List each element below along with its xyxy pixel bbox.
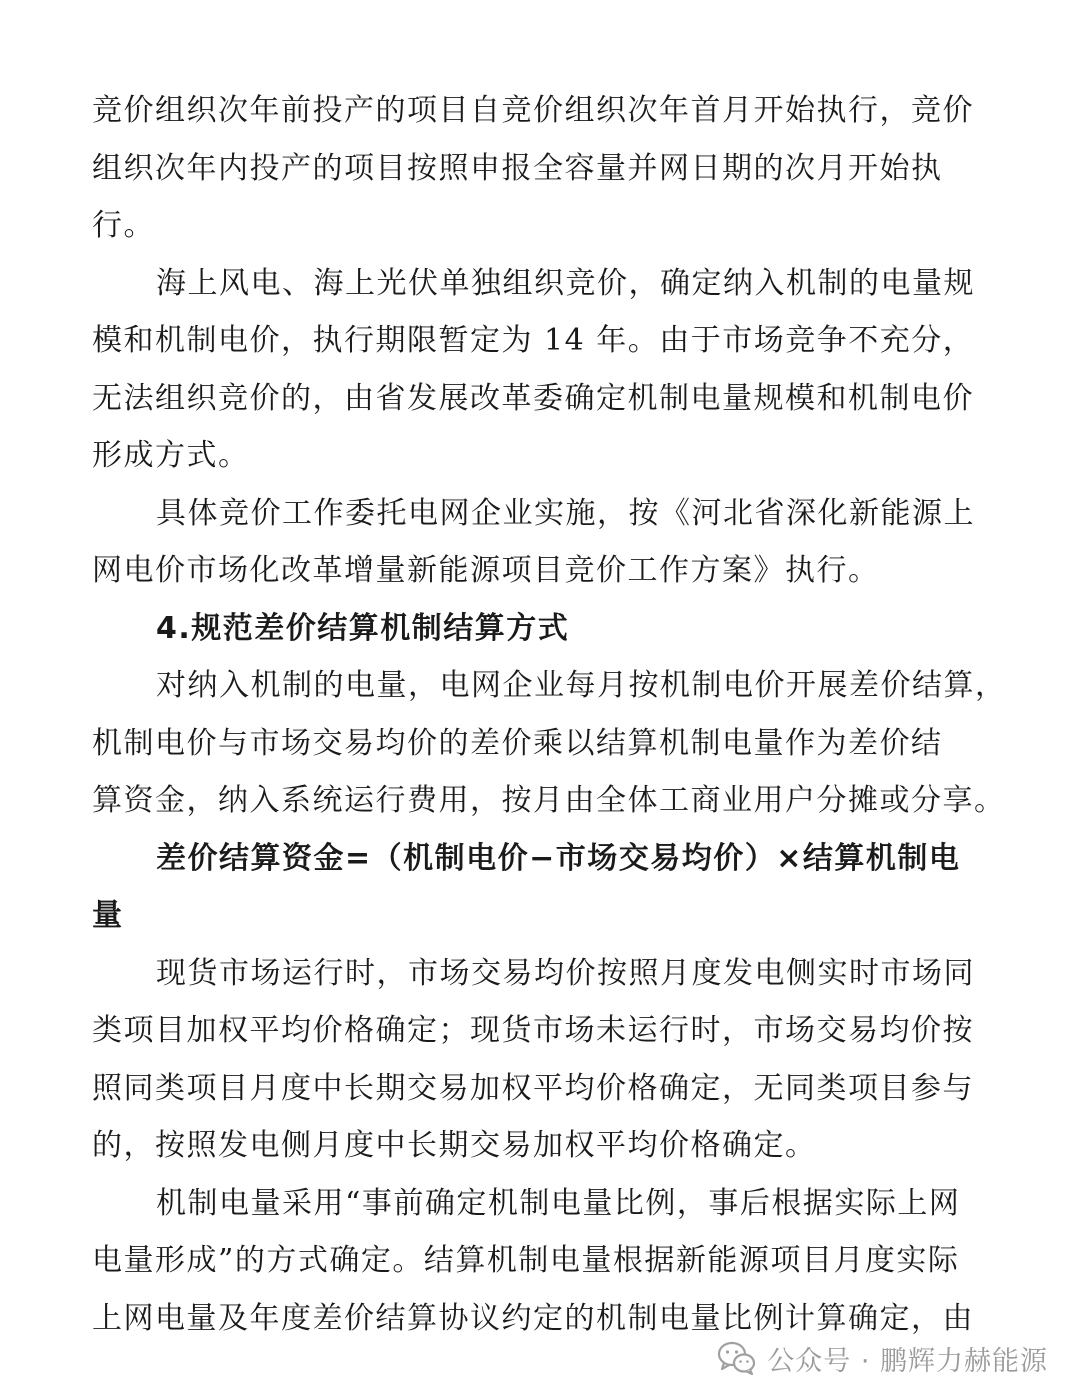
- watermark: [717, 1338, 1048, 1378]
- formula-line: 量: [92, 898, 124, 933]
- text-line: 照同类项目月度中长期交易加权平均价格确定，无同类项目参与: [92, 1070, 974, 1106]
- text-line: 模和机制电价，执行期限暂定为 14 年。由于市场竞争不充分，: [92, 323, 975, 358]
- text-line: 具体竞价工作委托电网企业实施，按《河北省深化新能源上: [156, 495, 975, 531]
- text-line: 组织次年内投产的项目按照申报全容量并网日期的次月开始执: [92, 150, 943, 186]
- text-line: 竞价组织次年前投产的项目自竞价组织次年首月开始执行，竞价: [92, 93, 974, 128]
- text-line: 电量形成”的方式确定。结算机制电量根据新能源项目月度实际: [92, 1243, 960, 1278]
- text-line: 机制电量采用“事前确定机制电量比例，事后根据实际上网: [156, 1185, 961, 1221]
- text-line: 类项目加权平均价格确定；现货市场未运行时，市场交易均价按: [92, 1013, 974, 1048]
- text-line: 形成方式。: [92, 438, 250, 473]
- text-line: 行。: [92, 208, 155, 243]
- text-line: 机制电价与市场交易均价的差价乘以结算机制电量作为差价结: [92, 725, 943, 761]
- text-line: 网电价市场化改革增量新能源项目竞价工作方案》执行。: [92, 553, 880, 588]
- text-line: 现货市场运行时，市场交易均价按照月度发电侧实时市场同: [156, 955, 975, 991]
- text-line: 上网电量及年度差价结算协议约定的机制电量比例计算确定，由: [92, 1300, 974, 1336]
- section-heading: 4.规范差价结算机制结算方式: [156, 610, 570, 646]
- document-body: [92, 82, 1007, 1347]
- text-line: 对纳入机制的电量，电网企业每月按机制电价开展差价结算，: [156, 668, 1007, 703]
- watermark-text: 公众号 · 鹏辉力赫能源: [767, 1345, 1048, 1377]
- text-line: 的，按照发电侧月度中长期交易加权平均价格确定。: [92, 1128, 817, 1163]
- text-line: 海上风电、海上光伏单独组织竞价，确定纳入机制的电量规: [156, 265, 975, 301]
- formula-line: 差价结算资金=（机制电价−市场交易均价）×结算机制电: [156, 840, 961, 876]
- text-line: 算资金，纳入系统运行费用，按月由全体工商业用户分摊或分享。: [92, 783, 1006, 818]
- wechat-icon: [717, 1340, 757, 1376]
- text-line: 无法组织竞价的，由省发展改革委确定机制电量规模和机制电价: [92, 380, 974, 416]
